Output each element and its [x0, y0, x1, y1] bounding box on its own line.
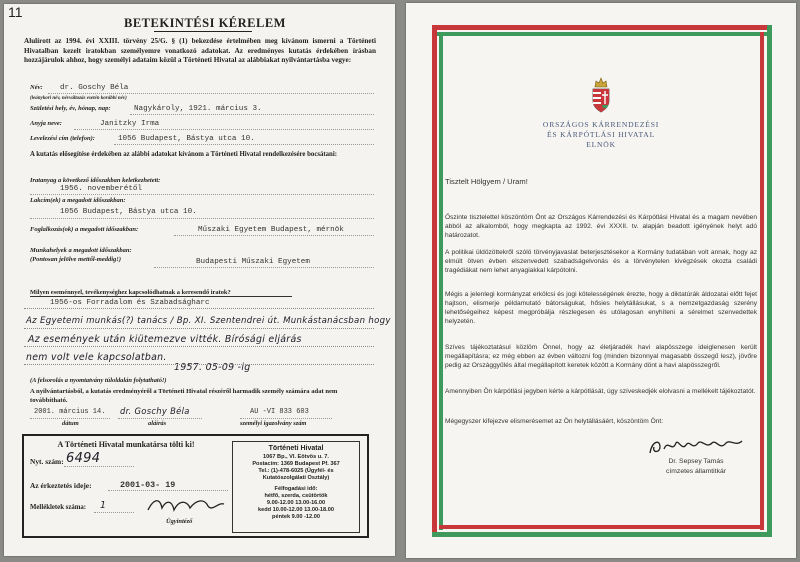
nyt-value: 6494 — [66, 451, 101, 466]
stamp-hours-days: hétfő, szerda, csütörtök — [264, 493, 328, 499]
birth-value: Nagykároly, 1921. március 3. — [134, 105, 262, 113]
event-value: 1956-os Forradalom és Szabadságharc — [50, 299, 210, 307]
page-mark: 11 — [8, 4, 23, 20]
consent-text: A nyilvántartásból, a kutatás eredményéről a Történeti Hivatal részéről harmadik személy számára adat nem továbbítható. — [30, 388, 338, 404]
continue-note: (A felsorolás a nyomtatvány túloldalán folytatható!) — [30, 377, 167, 384]
workplace-hint: (Pontosan jelölve mettől-meddig!) — [30, 256, 121, 263]
signature-label: aláírás — [148, 420, 167, 427]
tricolor-top-red — [432, 25, 772, 30]
handwritten-date: 1957. 05-09 -ig — [174, 362, 251, 373]
tricolor-bottom-green — [432, 532, 772, 537]
attachments-value: 1 — [100, 500, 107, 511]
research-request-form — [4, 4, 395, 556]
id-label: személyi igazolvány szám — [240, 420, 307, 427]
handwritten-line-3: nem volt vele kapcsolatban. — [26, 352, 167, 363]
stamp-hours-2: kedd 10.00-12.00 13.00-18.00 — [258, 507, 334, 513]
tricolor-left-red — [432, 25, 437, 537]
org-line-1: ORSZÁGOS KÁRRENDEZÉSI — [542, 120, 660, 129]
paragraph-4: Szíves tájékoztatásul közlöm Önnel, hogy az életjáradék havi alapösszege ideiglenesen került megállapításra; ez még ebben az évben változni fog (minden bizonnyal magasabb összegű lesz), jövőre pedig az Országgyűlés által megállapított keretek között a Kormány dönt a havi alapösszegről. — [445, 344, 757, 370]
arrived-label: Az érkeztetés ideje: — [30, 481, 92, 490]
period-label: Iratanyag a következő időszakban keletkezhetett: — [30, 177, 161, 184]
clerk-label: Ügyintéző — [166, 518, 193, 525]
attachments-label: Mellékletek száma: — [30, 504, 87, 511]
office-box-heading: A Történeti Hivatal munkatársa tölti ki! — [57, 440, 195, 449]
id-value: AU -VI 833 603 — [250, 408, 309, 416]
tricolor-top-green — [432, 32, 772, 36]
stamp-dept: Kutatószolgálati Osztály) — [262, 475, 330, 481]
paragraph-6: Mégegyszer kifejezve elismerésemet az Ön helytállásáért, köszöntöm Önt: — [445, 418, 664, 425]
mother-value: Janitzky Irma — [100, 120, 160, 128]
tricolor-right-red — [760, 32, 764, 530]
residence-label: Lakcím(ek) a megadott időszakban: — [30, 197, 126, 204]
event-question: Milyen eseménnyel, tevékenységhez kapcsolódhatnak a keresendő iratok? — [30, 289, 231, 296]
stamp-name: Történeti Hivatal — [268, 445, 324, 452]
stamp-hours-3: péntek 9.00 -12.00 — [272, 514, 320, 520]
paragraph-3: Mégis a jelenlegi kormányzat erkölcsi és jogi kötelességének érezte, hogy a diktatúrák áldozatai előtt fejet hajtson, elismerje példamutató bátorságukat, hősies helytállásukat, s a nemzetgazdaság szerény lehetőségeihez képest megpróbálja részlegesen és utólagosan enyhíteni a sérelmet szenvedettek helyzetén. — [445, 291, 757, 326]
signature-hand: dr. Goschy Béla — [120, 406, 190, 416]
name-hint: (leánykori név, névváltozás esetén korábbi név) — [30, 96, 127, 101]
org-line-2: ÉS KÁRPÓTLÁSI HIVATAL — [546, 130, 656, 139]
paragraph-1: Őszinte tisztelettel köszöntöm Önt az Országos Kárrendezési és Kárpótlási Hivatal és a magam nevében abból az alkalomból, hogy megkapta az 1992. évi XXXII. tv. alapján beadott igényének helyt adó határozatot. — [445, 214, 757, 240]
birth-label: Születési hely, év, hónap, nap: — [30, 105, 111, 112]
stamp-addr2: Postacím: 1369 Budapest Pf. 367 — [252, 461, 340, 467]
tricolor-right-green — [767, 25, 772, 537]
date-label: dátum — [62, 420, 79, 427]
tricolor-bottom-red — [439, 525, 764, 529]
address-label: Levelezési cím (telefon): — [30, 135, 95, 142]
salutation: Tisztelt Hölgyem / Uram! — [445, 177, 528, 186]
org-line-3: ELNÖK — [586, 140, 616, 149]
signer-title: címzetes államtitkár — [665, 468, 727, 475]
occupation-label: Foglalkozás(ok) a megadott időszakban: — [30, 226, 139, 233]
mother-label: Anyja neve: — [30, 120, 62, 127]
occupation-value: Műszaki Egyetem Budapest, mérnök — [198, 226, 344, 234]
workplace-value: Budapesti Műszaki Egyetem — [196, 258, 310, 266]
address-value: 1056 Budapest, Bástya utca 10. — [118, 135, 255, 143]
coat-of-arms-icon — [591, 77, 611, 113]
signer-signature — [646, 435, 746, 457]
period-value: 1956. novemberétől — [60, 185, 143, 193]
stamp-hours-title: Félfogadási idő: — [274, 486, 318, 492]
stamp-hours-1: 9.00-12.00 13.00-16.00 — [266, 500, 326, 506]
residence-value: 1056 Budapest, Bástya utca 10. — [60, 208, 197, 216]
handwritten-line-2: Az események után kiütemezve vitték. Bírósági eljárás — [28, 334, 302, 345]
stamp-phone: Tel.: (1)-478-6025 (Ügyfél- és — [258, 468, 334, 474]
nyt-label: Nyt. szám: — [30, 457, 64, 466]
compensation-letter — [406, 3, 796, 558]
date-value: 2001. március 14. — [34, 408, 106, 416]
section-intro: A kutatás elősegítése érdekében az alábbi adatokat kívánom a Történeti Hivatal rendelkezésére bocsátani: — [30, 151, 337, 158]
tricolor-left-green — [439, 32, 443, 530]
clerk-signature — [144, 494, 228, 516]
form-intro: Alulírott az 1994. évi XXIII. törvény 25/G. § (1) bekezdése értelmében meg kívánom ismerni a Történeti Hivatalban kezelt iratokban személyemre vonatkozó adatokat. Az eredményes kutatás érdekében írásban hozzájárulok ahhoz, hogy személyi adataim közül a Történeti Hivatal az alábbiakat nyilvántartásba vegye: — [24, 37, 376, 64]
stamp-addr1: 1067 Bp., VI. Eötvös u. 7. — [263, 454, 329, 460]
workplace-label: Munkahelyek a megadott időszakban: — [30, 247, 132, 254]
paragraph-2: A politikai üldözöttekről szóló törvényjavaslat beterjesztésekor a Kormány tudatában volt annak, hogy az elmúlt ötven évben elszenvedett szabadságelvonás és a törvénytelen kivégzések okozta családi tragédiákat nem lehet anyagiakkal kárpótolni. — [445, 249, 757, 275]
handwritten-line-1: Az Egyetemi munkás(?) tanács / Bp. XI. Szentendrei út. Munkástanácsban hogy — [26, 316, 391, 326]
paragraph-5: Amennyiben Ön kárpótlási jegyben kérte a kárpótlását, úgy szíveskedjék elolvasni a mellékelt tájékoztatót. — [445, 388, 756, 395]
form-title: BETEKINTÉSI KÉRELEM — [124, 16, 286, 30]
arrived-value: 2001-03- 19 — [120, 480, 176, 490]
name-value: dr. Goschy Béla — [60, 84, 129, 92]
name-label: Név: — [30, 84, 43, 91]
signer-name: Dr. Sepsey Tamás — [668, 458, 724, 465]
